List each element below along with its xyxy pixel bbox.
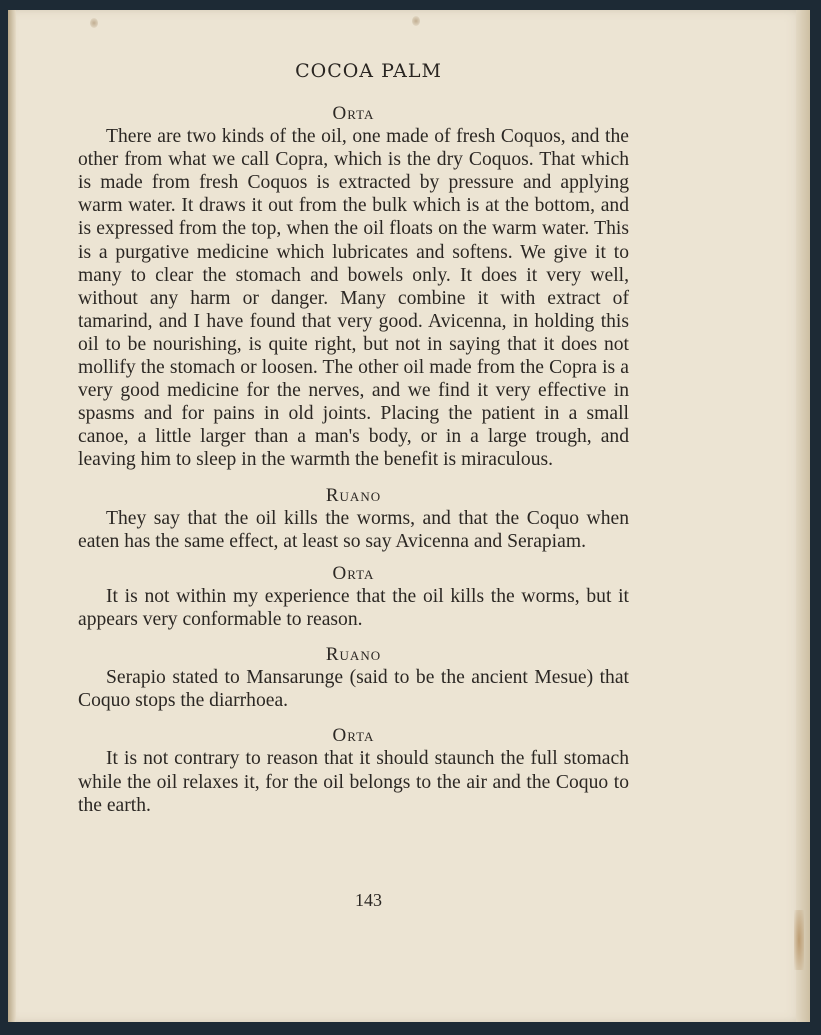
speaker-heading: Ruano [325, 484, 382, 506]
page-number: 143 [355, 890, 382, 910]
paragraph: They say that the oil kills the worms, and that the Coquo when eaten has the same effect, at least so say Avicenna and Serapiam. [78, 507, 629, 552]
page-stain [794, 910, 804, 970]
book-page [8, 10, 810, 1022]
speaker-heading: Orta [332, 562, 375, 584]
paragraph: Serapio stated to Mansarunge (said to be the ancient Mesue) that Coquo stops the diarrhoea. [78, 667, 629, 712]
speaker-heading: Orta [332, 725, 375, 747]
paragraph: It is not contrary to reason that it should staunch the full stomach while the oil relaxes it, for the oil belongs to the air and the Coquo to the earth. [78, 748, 629, 816]
page-edge-shadow [796, 10, 810, 1022]
paragraph: There are two kinds of the oil, one made of fresh Coquos, and the other from what we call Copra, which is the dry Coquos. That which is made from fresh Coquos is extracted by pressure and applying warm water. It draws it out from the bulk which is at the bottom, and is expressed from the top, when the oil floats on the warm water. This is a purgative medicine which lubricates and softens. We give it to many to clear the stomach and bowels only. It does it very well, without any harm or danger. Many combine it with extract of tamarind, and I have found that very good. Avicenna, in holding this oil to be nourishing, is quite right, but not in saying that it does not mollify the stomach or loosen. The other oil made from the Copra is a very good medicine for the nerves, and we find it very effective in spasms and for pains in old joints. Placing the patient in a small canoe, a little larger than a man's body, or in a large trough, and leaving him to sleep in the warmth the benefit is miraculous. [78, 126, 629, 471]
page-gutter-shadow [8, 10, 16, 1022]
speaker-heading: Ruano [325, 644, 382, 666]
page-speck [412, 16, 420, 26]
paragraph: It is not within my experience that the oil kills the worms, but it appears very conformable to reason. [78, 585, 629, 630]
dialogue-text [78, 102, 629, 817]
speaker-heading: Orta [332, 103, 375, 124]
running-head: COCOA PALM [295, 60, 442, 82]
page-speck [90, 18, 98, 28]
